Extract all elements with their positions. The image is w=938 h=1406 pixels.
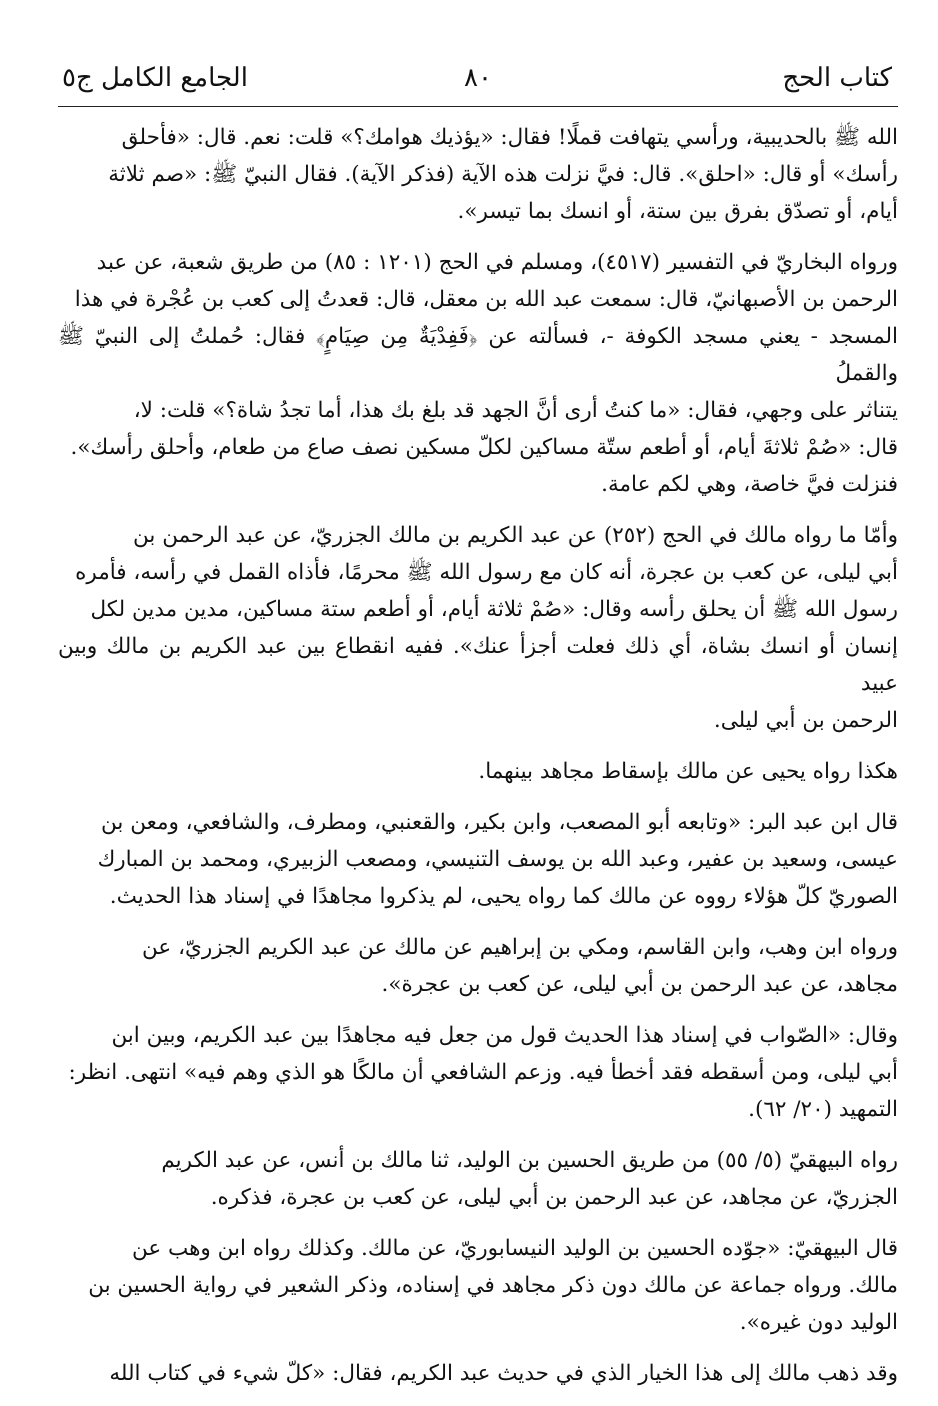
text-line: وقال: «الصّواب في إسناد هذا الحديث قول من جعل فيه مجاهدًا بين عبد الكريم، وبين ابن (111, 1023, 898, 1048)
paragraph (58, 1142, 898, 1216)
book-page (58, 52, 898, 1406)
text-line: رأسك» أو قال: «احلق». قال: فيَّ نزلت هذه الآية (فذكر الآية). فقال النبيّ ﷺ: «صم ثلاثة (108, 162, 898, 187)
paragraph (58, 244, 898, 503)
text-line: رواه البيهقيّ (٥/ ٥٥) من طريق الحسين بن الوليد، ثنا مالك بن أنس، عن عبد الكريم (161, 1148, 898, 1173)
text-line: وقد ذهب مالك إلى هذا الخيار الذي في حديث عبد الكريم، فقال: «كلّ شيء في كتاب الله (109, 1361, 898, 1386)
text-line: التمهيد (٢٠/ ٦٢). (748, 1097, 898, 1122)
book-title: الجامع الكامل ج٥ (62, 63, 248, 93)
text-line: فنزلت فيَّ خاصة، وهي لكم عامة. (601, 472, 898, 497)
text-line: ورواه ابن وهب، وابن القاسم، ومكي بن إبراهيم عن مالك عن عبد الكريم الجزريّ، عن (142, 935, 898, 960)
text-line: عيسى، وسعيد بن عفير، وعبد الله بن يوسف التنيسي، ومصعب الزبيري، ومحمد بن المبارك (97, 847, 898, 872)
text-line: الوليد دون غيره». (739, 1310, 898, 1335)
text-line: المسجد - يعني مسجد الكوفة -، فسألته عن ﴿فَفِدْيَةٌ مِن صِيَامٍ﴾ فقال: حُملتُ إلى النبيّ ﷺ والقملُ (58, 324, 898, 386)
text-line: الرحمن بن الأصبهانيّ، قال: سمعت عبد الله بن معقل، قال: قعدتُ إلى كعب بن عُجْرة في هذا (74, 287, 898, 312)
paragraph (58, 1230, 898, 1341)
text-line: أيام، أو تصدّق بفرق بين ستة، أو انسك بما تيسر». (457, 199, 898, 224)
text-line: قال ابن عبد البر: «وتابعه أبو المصعب، وابن بكير، والقعنبي، ومطرف، والشافعي، ومعن بن (101, 810, 898, 835)
chapter-title: كتاب الحج (782, 63, 892, 93)
text-line: مالك. ورواه جماعة عن مالك دون ذكر مجاهد في إسناده، وذكر الشعير في رواية الحسين بن (88, 1273, 898, 1298)
text-line: الصوريّ كلّ هؤلاء رووه عن مالك كما رواه يحيى، لم يذكروا مجاهدًا في إسناد هذا الحديث. (109, 884, 898, 909)
paragraph (58, 1017, 898, 1128)
paragraph (58, 119, 898, 230)
page-header (58, 52, 898, 107)
text-line: هكذا رواه يحيى عن مالك بإسقاط مجاهد بينهما. (478, 759, 898, 784)
text-line: الرحمن بن أبي ليلى. (713, 708, 898, 733)
text-line: يتناثر على وجهي، فقال: «ما كنتُ أرى أنَّ الجهد قد بلغ بك هذا، أما تجدُ شاة؟» قلت: لا، (133, 398, 898, 423)
text-line: قال البيهقيّ: «جوّده الحسين بن الوليد النيسابوريّ، عن مالك. وكذلك رواه ابن وهب عن (131, 1236, 898, 1261)
text-line: رسول الله ﷺ أن يحلق رأسه وقال: «صُمْ ثلاثة أيام، أو أطعم ستة مساكين، مدين مدين لكل (90, 597, 898, 622)
text-line: مجاهد، عن عبد الرحمن بن أبي ليلى، عن كعب بن عجرة». (381, 972, 898, 997)
page-number: ٨٠ (464, 63, 492, 93)
text-line: ورواه البخاريّ في التفسير (٤٥١٧)، ومسلم في الحج (١٢٠١ : ٨٥) من طريق شعبة، عن عبد (96, 250, 898, 275)
paragraph (58, 753, 898, 790)
page-body (58, 119, 898, 1392)
text-line: قال: «صُمْ ثلاثةَ أيام، أو أطعم ستّة مساكين لكلّ مسكين نصف صاع من طعام، وأحلق رأسك». (70, 435, 898, 460)
text-line: الله ﷺ بالحديبية، ورأسي يتهافت قملًا! فقال: «يؤذيك هوامك؟» قلت: نعم. قال: «فأحلق (121, 125, 898, 150)
text-line: أبي ليلى، عن كعب بن عجرة، أنه كان مع رسول الله ﷺ محرمًا، فأذاه القمل في رأسه، فأمره (75, 560, 898, 585)
paragraph (58, 929, 898, 1003)
text-line: الجزريّ، عن مجاهد، عن عبد الرحمن بن أبي ليلى، عن كعب بن عجرة، فذكره. (210, 1185, 898, 1210)
text-line: وأمّا ما رواه مالك في الحج (٢٥٢) عن عبد الكريم بن مالك الجزريّ، عن عبد الرحمن بن (133, 523, 898, 548)
text-line: إنسان أو انسك بشاة، أي ذلك فعلت أجزأ عنك». ففيه انقطاع بين عبد الكريم بن مالك وبين عبيد (58, 634, 898, 696)
paragraph (58, 804, 898, 915)
text-line: أبي ليلى، ومن أسقطه فقد أخطأ فيه. وزعم الشافعي أن مالكًا هو الذي وهم فيه» انتهى. انظر: (68, 1060, 898, 1085)
paragraph (58, 517, 898, 739)
